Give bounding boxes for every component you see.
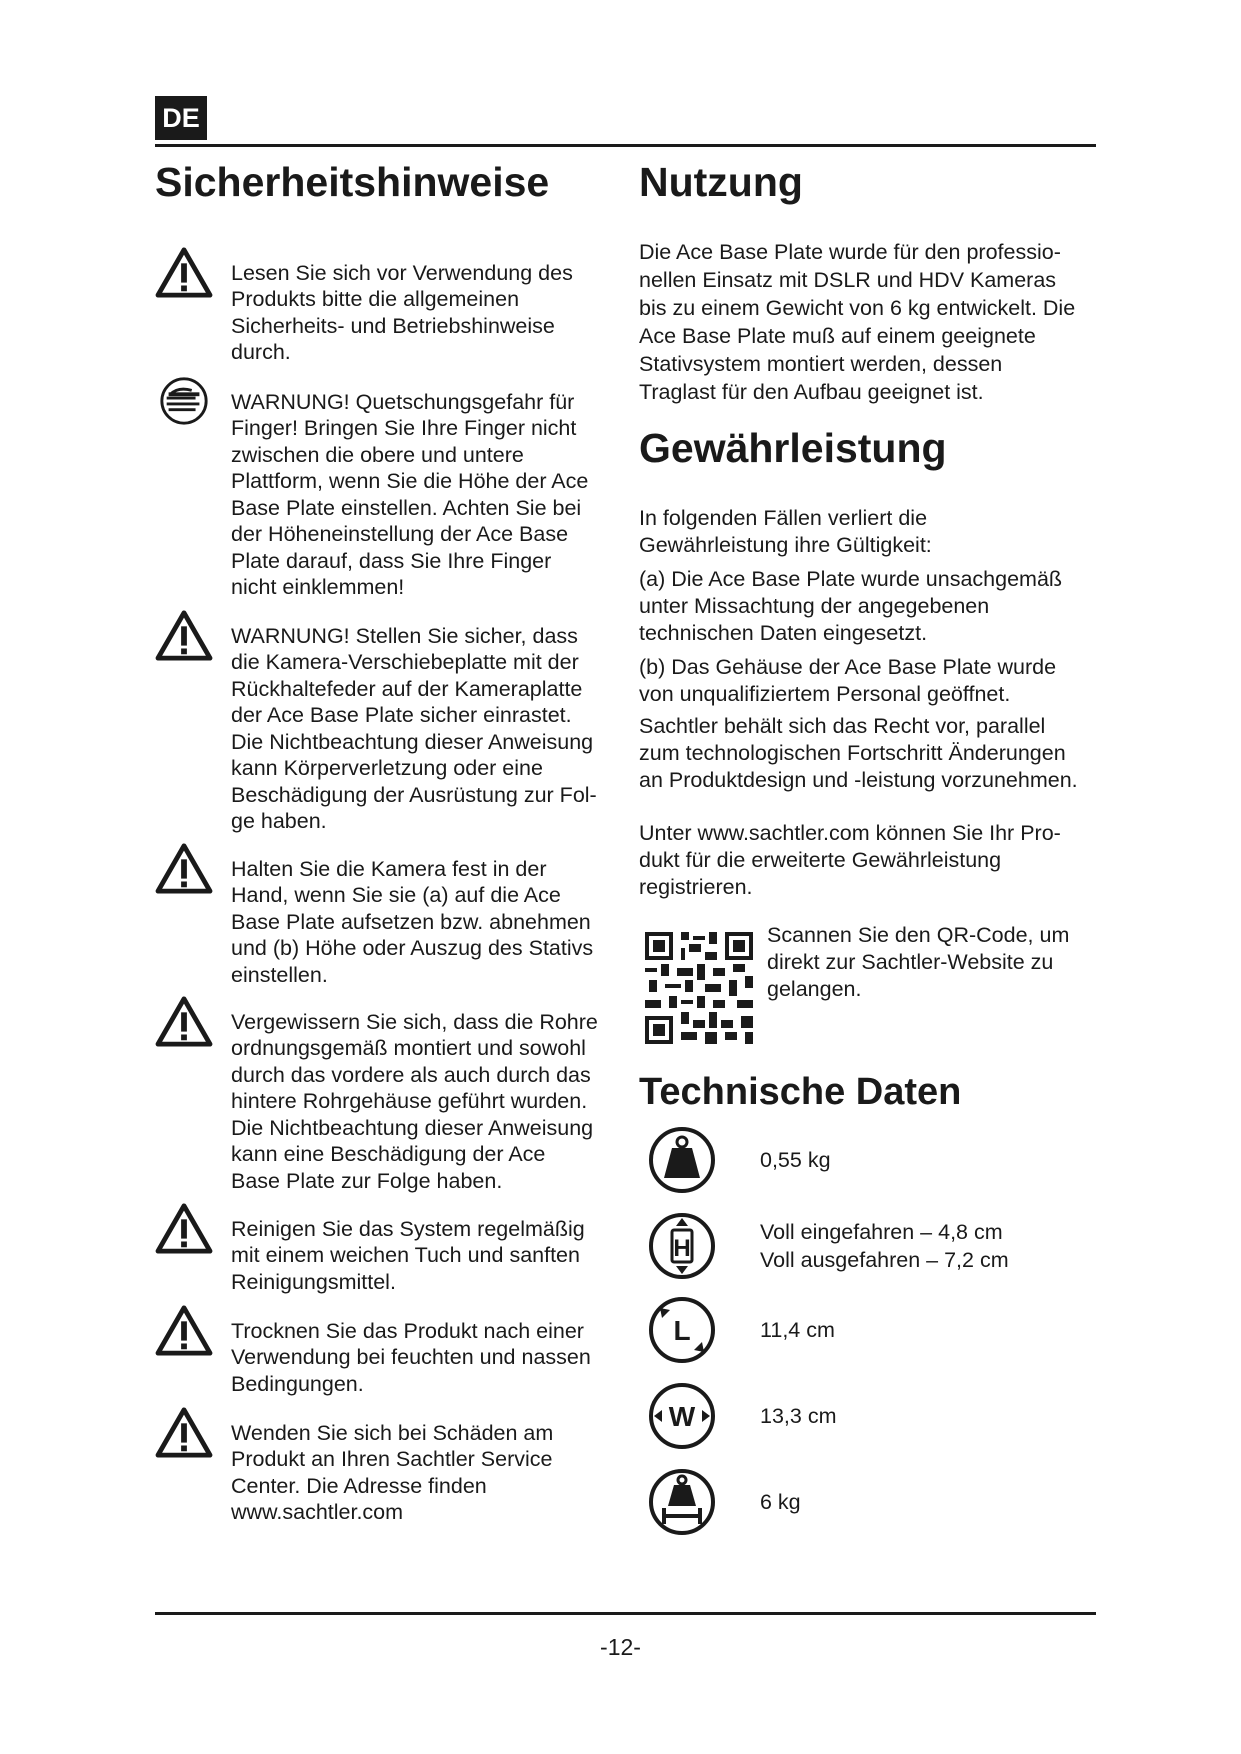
- height-icon: [648, 1212, 716, 1280]
- spec-width-value: 13,3 cm: [760, 1404, 837, 1428]
- safety-item-text: Trocknen Sie das Produkt nach einer Verwendung bei feuchten und nassen Bedingungen.: [231, 1318, 591, 1396]
- safety-item-text: WARNUNG! Quetschungsgefahr für Finger! Bringen Sie Ihre Finger nicht zwischen die obere und untere Plattform, wenn Sie die Höhe der Ace Base Plate einstellen. Achten Sie bei der Höheneinstellung der Ace Base Plate darauf, dass Sie Ihre Finger nicht einklemmen!: [231, 389, 589, 599]
- warning-triangle-icon: [155, 995, 213, 1047]
- spec-weight: [648, 1126, 1088, 1196]
- warranty-register: Unter www.sachtler.com können Sie Ihr Pro- dukt für die erweiterte Gewährleistung registrieren.: [639, 821, 1061, 899]
- usage-title: Nutzung: [639, 159, 803, 205]
- warning-triangle-icon: [155, 1406, 213, 1458]
- spec-payload: [648, 1468, 1088, 1538]
- tech-title: Technische Daten: [639, 1071, 962, 1113]
- warranty-condition-b: (b) Das Gehäuse der Ace Base Plate wurde von unqualifiziertem Personal geöffnet.: [639, 655, 1057, 706]
- warning-triangle-icon: [155, 246, 213, 298]
- usage-text: Die Ace Base Plate wurde für den professio- nellen Einsatz mit DSLR und HDV Kameras bis zu einem Gewicht von 6 kg entwickelt. Die Ace Base Plate muß auf einem geeignete Stativsystem montiert werden, dessen Traglast für den Aufbau geeignet ist.: [639, 240, 1076, 404]
- language-badge: DE: [155, 96, 207, 140]
- length-icon: [648, 1296, 716, 1364]
- svg-text:L: L: [673, 1315, 691, 1346]
- payload-icon: [648, 1468, 716, 1536]
- spec-weight-value: 0,55 kg: [760, 1148, 831, 1172]
- safety-item-text: Reinigen Sie das System regelmäßig mit einem weichen Tuch und sanften Reinigungsmittel.: [231, 1216, 585, 1294]
- footer-rule: [155, 1612, 1096, 1615]
- warranty-rights: Sachtler behält sich das Recht vor, parallel zum technologischen Fortschritt Änderungen an Produktdesign und -leistung vorzunehmen.: [639, 714, 1078, 792]
- safety-item-text: WARNUNG! Stellen Sie sicher, dass die Kamera-Verschiebeplatte mit der Rückhaltefeder auf der Kameraplatte der Ace Base Plate sicher einrastet. Die Nichtbeachtung dieser Anweisung kann Körperverletzung oder eine Beschädigung der Ausrüstung zur Fol- ge haben.: [231, 623, 597, 833]
- spec-length: [648, 1296, 1088, 1366]
- warranty-title: Gewährleistung: [639, 425, 947, 471]
- spec-payload-value: 6 kg: [760, 1490, 801, 1514]
- safety-item-text: Lesen Sie sich vor Verwendung des Produkts bitte die allgemeinen Sicherheits- und Betriebshinweise durch.: [231, 260, 573, 364]
- spec-length-value: 11,4 cm: [760, 1318, 835, 1342]
- qr-instruction: Scannen Sie den QR-Code, um direkt zur Sachtler-Website zu gelangen.: [767, 923, 1070, 1001]
- warranty-condition-a: (a) Die Ace Base Plate wurde unsachgemäß unter Missachtung der angegebenen technischen Daten eingesetzt.: [639, 567, 1063, 645]
- page-number: -12-: [600, 1634, 641, 1660]
- warning-triangle-icon: [155, 609, 213, 661]
- safety-item-text: Halten Sie die Kamera fest in der Hand, wenn Sie sie (a) auf die Ace Base Plate aufsetzen bzw. abnehmen und (b) Höhe oder Auszug des Stativs einstellen.: [231, 856, 594, 987]
- header-rule: [155, 144, 1096, 147]
- safety-item-text: Wenden Sie sich bei Schäden am Produkt an Ihren Sachtler Service Center. Die Adresse finden www.sachtler.com: [231, 1420, 554, 1524]
- spec-width: [648, 1382, 1088, 1452]
- spec-height: [648, 1212, 1088, 1282]
- safety-item-text: Vergewissern Sie sich, dass die Rohre ordnungsgemäß montiert und sowohl durch das vordere als auch durch das hintere Rohrgehäuse geführt wurden. Die Nichtbeachtung dieser Anweisung kann eine Beschädigung der Ace Base Plate zur Folge haben.: [231, 1009, 598, 1193]
- warning-triangle-icon: [155, 1304, 213, 1356]
- warning-triangle-icon: [155, 842, 213, 894]
- hand-pinch-icon: [155, 375, 213, 427]
- spec-height-value: Voll eingefahren – 4,8 cm Voll ausgefahren – 7,2 cm: [760, 1220, 1009, 1272]
- qr-code[interactable]: [645, 932, 753, 1044]
- safety-title: Sicherheitshinweise: [155, 159, 550, 205]
- warning-triangle-icon: [155, 1202, 213, 1254]
- weight-icon: [648, 1126, 716, 1194]
- svg-text:H: H: [673, 1235, 691, 1262]
- width-icon: [648, 1382, 716, 1450]
- svg-text:W: W: [668, 1401, 696, 1432]
- warranty-intro: In folgenden Fällen verliert die Gewährleistung ihre Gültigkeit:: [639, 506, 932, 557]
